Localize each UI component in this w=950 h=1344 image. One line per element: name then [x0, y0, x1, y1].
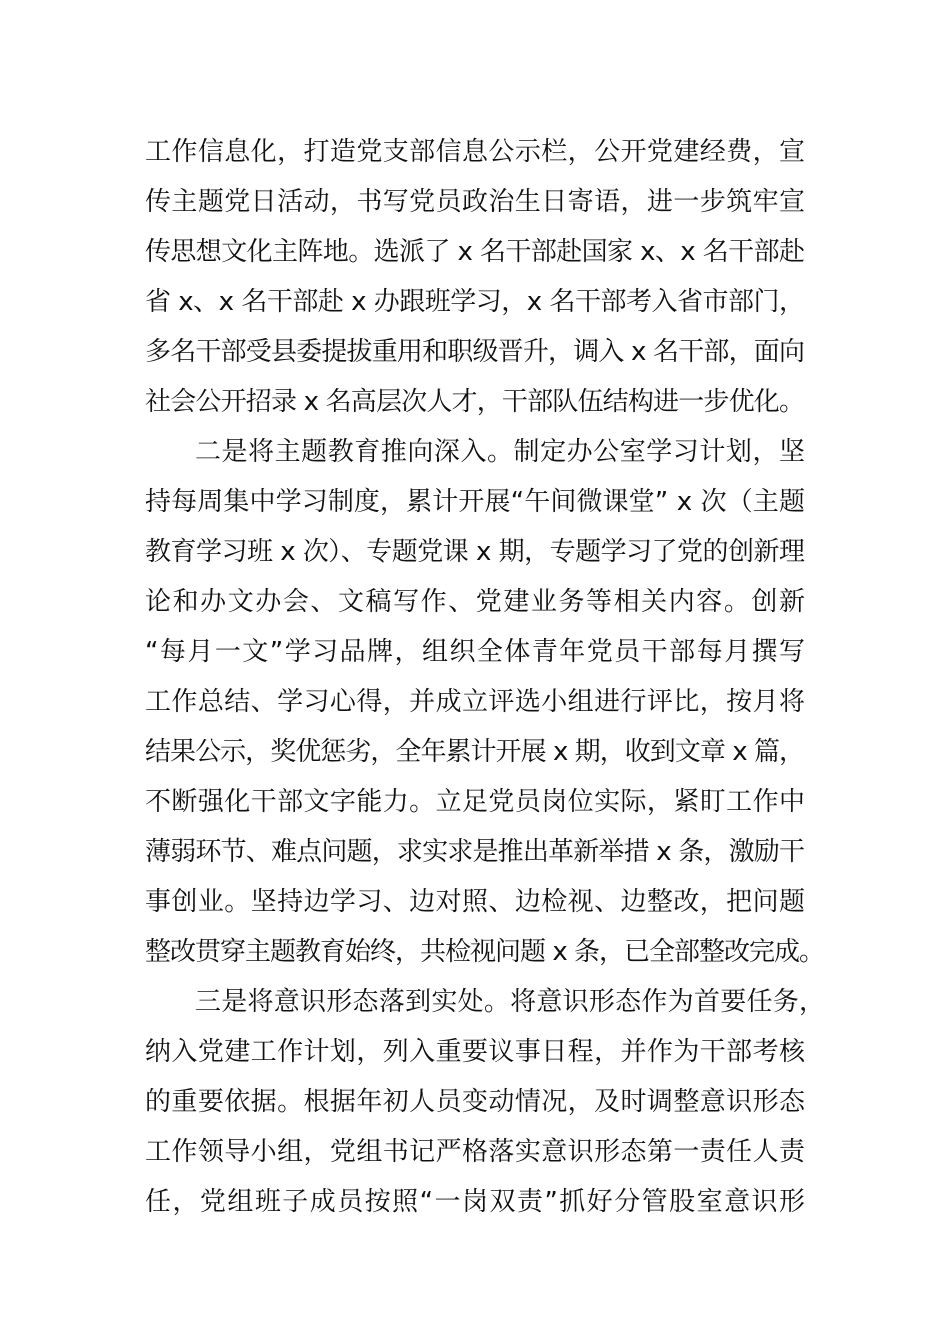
- text-line: 省 x、x 名干部赴 x 办跟班学习，x 名干部考入省市部门，: [145, 287, 805, 317]
- text-line: 教育学习班 x 次）、专题党课 x 期，专题学习了党的创新理: [145, 537, 805, 567]
- text-line: 传主题党日活动，书写党员政治生日寄语，进一步筑牢宣: [145, 187, 806, 217]
- text-line: 持每周集中学习制度，累计开展“午间微课堂” x 次（主题: [145, 487, 806, 517]
- text-line: 结果公示，奖优惩劣，全年累计开展 x 期，收到文章 x 篇，: [145, 737, 805, 767]
- text-line: 社会公开招录 x 名高层次人才，干部队伍结构进一步优化。: [145, 387, 805, 417]
- text-line: 论和办文办会、文稿写作、党建业务等相关内容。创新: [145, 587, 807, 617]
- text-line: 纳入党建工作计划，列入重要议事日程，并作为干部考核: [145, 1037, 806, 1067]
- text-line: 的重要依据。根据年初人员变动情况，及时调整意识形态: [145, 1087, 806, 1117]
- text-line: 任，党组班子成员按照“一岗双责”抓好分管股室意识形: [145, 1187, 807, 1217]
- text-line: 工作总结、学习心得，并成立评选小组进行评比，按月将: [145, 687, 806, 717]
- paragraph-first-line: 三是将意识形态落到实处。将意识形态作为首要任务，: [195, 987, 826, 1017]
- text-line: 不断强化干部文字能力。立足党员岗位实际，紧盯工作中: [145, 787, 806, 817]
- text-line: 事创业。坚持边学习、边对照、边检视、边整改，把问题: [145, 887, 806, 917]
- text-line: “每月一文”学习品牌，组织全体青年党员干部每月撰写: [145, 637, 807, 667]
- text-line: 工作信息化，打造党支部信息公示栏，公开党建经费，宣: [145, 137, 806, 167]
- text-line: 整改贯穿主题教育始终，共检视问题 x 条，已全部整改完成。: [145, 937, 824, 967]
- text-line: 薄弱环节、难点问题，求实求是推出革新举措 x 条，激励干: [145, 837, 805, 867]
- text-line: 传思想文化主阵地。选派了 x 名干部赴国家 x、x 名干部赴: [145, 237, 805, 267]
- paragraph-first-line: 二是将主题教育推向深入。制定办公室学习计划，坚: [195, 437, 806, 467]
- text-line: 工作领导小组，党组书记严格落实意识形态第一责任人责: [145, 1137, 806, 1167]
- text-line: 多名干部受县委提拔重用和职级晋升，调入 x 名干部，面向: [145, 337, 805, 367]
